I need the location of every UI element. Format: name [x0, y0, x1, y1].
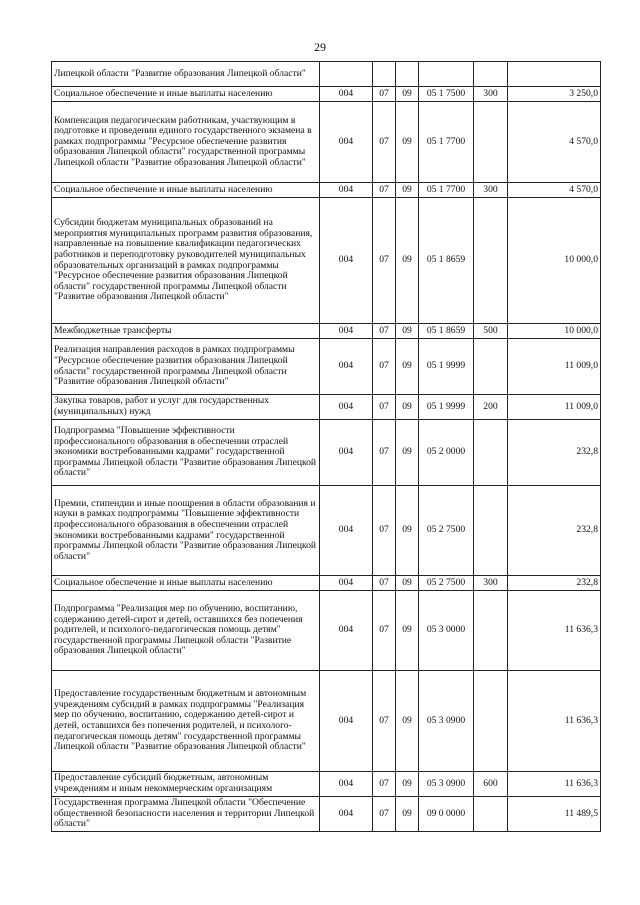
row-expense-type-cell: 200 [474, 395, 508, 420]
row-name-cell: Субсидии бюджетам муниципальных образований на мероприятия муниципальных программ развития образования, направленные на повышение квалификации педагогических работников и переподготовку руководителей муниципальных образовательных организаций в рамках подпрограммы "Ресурсное обеспечение развития образования Липецкой области" государственной программы Липецкой области "Развитие образования Липецкой области" [52, 198, 320, 324]
table-row [52, 198, 601, 324]
row-section-cell: 07 [373, 395, 396, 420]
row-amount-cell: 3 250,0 [508, 87, 601, 102]
row-section-cell: 07 [373, 420, 396, 486]
row-amount-cell: 11 009,0 [508, 395, 601, 420]
row-name-cell: Липецкой области "Развитие образования Липецкой области" [52, 62, 320, 87]
row-section-cell [373, 62, 396, 87]
row-admin-code-cell: 004 [320, 183, 373, 198]
row-expense-type-cell [474, 198, 508, 324]
page-number: 29 [314, 40, 326, 54]
row-subsection-cell: 09 [396, 591, 419, 671]
row-subsection-cell: 09 [396, 102, 419, 183]
row-target-article-cell: 05 1 8659 [419, 324, 474, 339]
row-expense-type-cell: 300 [474, 576, 508, 591]
row-admin-code-cell: 004 [320, 395, 373, 420]
row-expense-type-cell [474, 420, 508, 486]
table-row [52, 183, 601, 198]
row-section-cell: 07 [373, 591, 396, 671]
row-expense-type-cell [474, 486, 508, 576]
row-name-cell: Предоставление субсидий бюджетным, автономным учреждениям и иным некоммерческим организациям [52, 772, 320, 797]
table-row [52, 102, 601, 183]
row-section-cell: 07 [373, 183, 396, 198]
row-amount-cell: 232,8 [508, 576, 601, 591]
row-target-article-cell: 05 3 0900 [419, 671, 474, 772]
row-admin-code-cell: 004 [320, 339, 373, 395]
row-subsection-cell: 09 [396, 772, 419, 797]
row-admin-code-cell: 004 [320, 87, 373, 102]
row-name-cell: Государственная программа Липецкой области "Обеспечение общественной безопасности населения и территории Липецкой области" [52, 797, 320, 832]
row-admin-code-cell: 004 [320, 420, 373, 486]
row-amount-cell: 232,8 [508, 486, 601, 576]
row-admin-code-cell: 004 [320, 324, 373, 339]
row-admin-code-cell: 004 [320, 576, 373, 591]
row-subsection-cell: 09 [396, 420, 419, 486]
row-target-article-cell: 05 1 7500 [419, 87, 474, 102]
table-row [52, 87, 601, 102]
row-amount-cell: 4 570,0 [508, 102, 601, 183]
row-expense-type-cell [474, 339, 508, 395]
row-amount-cell: 10 000,0 [508, 324, 601, 339]
table-row [52, 772, 601, 797]
row-admin-code-cell: 004 [320, 671, 373, 772]
row-admin-code-cell: 004 [320, 797, 373, 832]
row-admin-code-cell: 004 [320, 486, 373, 576]
row-amount-cell: 11 636,3 [508, 591, 601, 671]
table-row [52, 486, 601, 576]
row-name-cell: Межбюджетные трансферты [52, 324, 320, 339]
row-name-cell: Реализация направления расходов в рамках подпрограммы "Ресурсное обеспечение развития образования Липецкой области" государственной программы Липецкой области "Развитие образования Липецкой области" [52, 339, 320, 395]
row-subsection-cell: 09 [396, 486, 419, 576]
row-name-cell: Социальное обеспечение и иные выплаты населению [52, 576, 320, 591]
row-name-cell: Подпрограмма "Реализация мер по обучению, воспитанию, содержанию детей-сирот и детей, оставшихся без попечения родителей, и психолого-педагогическая помощь детям" государственной программы Липецкой области "Развитие образования Липецкой области" [52, 591, 320, 671]
row-section-cell: 07 [373, 772, 396, 797]
row-amount-cell [508, 62, 601, 87]
row-target-article-cell: 05 2 7500 [419, 486, 474, 576]
table-row [52, 420, 601, 486]
row-admin-code-cell: 004 [320, 591, 373, 671]
table-row [52, 395, 601, 420]
table-row [52, 797, 601, 832]
row-expense-type-cell: 600 [474, 772, 508, 797]
row-subsection-cell: 09 [396, 198, 419, 324]
row-section-cell: 07 [373, 797, 396, 832]
row-subsection-cell: 09 [396, 576, 419, 591]
row-amount-cell: 11 636,3 [508, 772, 601, 797]
row-section-cell: 07 [373, 486, 396, 576]
row-name-cell: Предоставление государственным бюджетным и автономным учреждениям субсидий в рамках подпрограммы "Реализация мер по обучению, воспитанию, содержанию детей-сирот и детей, оставшихся без попечения родителей, и психолого-педагогическая помощь детям" государственной программы Липецкой области "Развитие образования Липецкой области" [52, 671, 320, 772]
row-section-cell: 07 [373, 87, 396, 102]
row-section-cell: 07 [373, 198, 396, 324]
row-subsection-cell: 09 [396, 395, 419, 420]
row-target-article-cell: 05 2 0000 [419, 420, 474, 486]
budget-table [51, 61, 601, 832]
table-row [52, 324, 601, 339]
row-name-cell: Подпрограмма "Повышение эффективности профессионального образования в обеспечении отраслей экономики востребованными кадрами" государственной программы Липецкой области "Развитие образования Липецкой области" [52, 420, 320, 486]
row-expense-type-cell: 500 [474, 324, 508, 339]
row-target-article-cell: 05 1 9999 [419, 395, 474, 420]
row-section-cell: 07 [373, 339, 396, 395]
budget-table-body [52, 62, 601, 832]
row-subsection-cell: 09 [396, 87, 419, 102]
row-admin-code-cell: 004 [320, 772, 373, 797]
row-subsection-cell: 09 [396, 797, 419, 832]
row-expense-type-cell [474, 671, 508, 772]
row-expense-type-cell [474, 102, 508, 183]
row-target-article-cell: 05 1 7700 [419, 102, 474, 183]
row-subsection-cell: 09 [396, 671, 419, 772]
row-amount-cell: 11 636,3 [508, 671, 601, 772]
row-target-article-cell: 05 2 7500 [419, 576, 474, 591]
table-row [52, 671, 601, 772]
row-target-article-cell: 05 1 9999 [419, 339, 474, 395]
row-expense-type-cell: 300 [474, 183, 508, 198]
row-admin-code-cell: 004 [320, 102, 373, 183]
row-section-cell: 07 [373, 324, 396, 339]
row-name-cell: Социальное обеспечение и иные выплаты населению [52, 183, 320, 198]
row-admin-code-cell [320, 62, 373, 87]
row-amount-cell: 11 489,5 [508, 797, 601, 832]
row-section-cell: 07 [373, 671, 396, 772]
row-target-article-cell: 05 3 0000 [419, 591, 474, 671]
row-amount-cell: 4 570,0 [508, 183, 601, 198]
table-row [52, 576, 601, 591]
row-amount-cell: 232,8 [508, 420, 601, 486]
row-target-article-cell: 05 1 7700 [419, 183, 474, 198]
row-expense-type-cell [474, 62, 508, 87]
row-admin-code-cell: 004 [320, 198, 373, 324]
row-amount-cell: 11 009,0 [508, 339, 601, 395]
row-expense-type-cell [474, 591, 508, 671]
row-target-article-cell: 05 3 0900 [419, 772, 474, 797]
row-target-article-cell [419, 62, 474, 87]
row-amount-cell: 10 000,0 [508, 198, 601, 324]
row-expense-type-cell [474, 797, 508, 832]
row-name-cell: Компенсация педагогическим работникам, участвующим в подготовке и проведении единого государственного экзамена в рамках подпрограммы "Ресурсное обеспечение развития образования Липецкой области" государственной программы Липецкой области "Развитие образования Липецкой области" [52, 102, 320, 183]
row-section-cell: 07 [373, 102, 396, 183]
row-subsection-cell: 09 [396, 324, 419, 339]
row-name-cell: Социальное обеспечение и иные выплаты населению [52, 87, 320, 102]
row-expense-type-cell: 300 [474, 87, 508, 102]
row-subsection-cell: 09 [396, 183, 419, 198]
row-target-article-cell: 05 1 8659 [419, 198, 474, 324]
row-section-cell: 07 [373, 576, 396, 591]
table-row [52, 62, 601, 87]
row-subsection-cell: 09 [396, 339, 419, 395]
row-subsection-cell [396, 62, 419, 87]
table-row [52, 591, 601, 671]
row-name-cell: Премии, стипендии и иные поощрения в области образования и науки в рамках подпрограммы "Повышение эффективности профессионального образования в обеспечении отраслей экономики востребованными кадрами" государственной программы Липецкой области "Развитие образования Липецкой области" [52, 486, 320, 576]
table-row [52, 339, 601, 395]
row-target-article-cell: 09 0 0000 [419, 797, 474, 832]
row-name-cell: Закупка товаров, работ и услуг для государственных (муниципальных) нужд [52, 395, 320, 420]
